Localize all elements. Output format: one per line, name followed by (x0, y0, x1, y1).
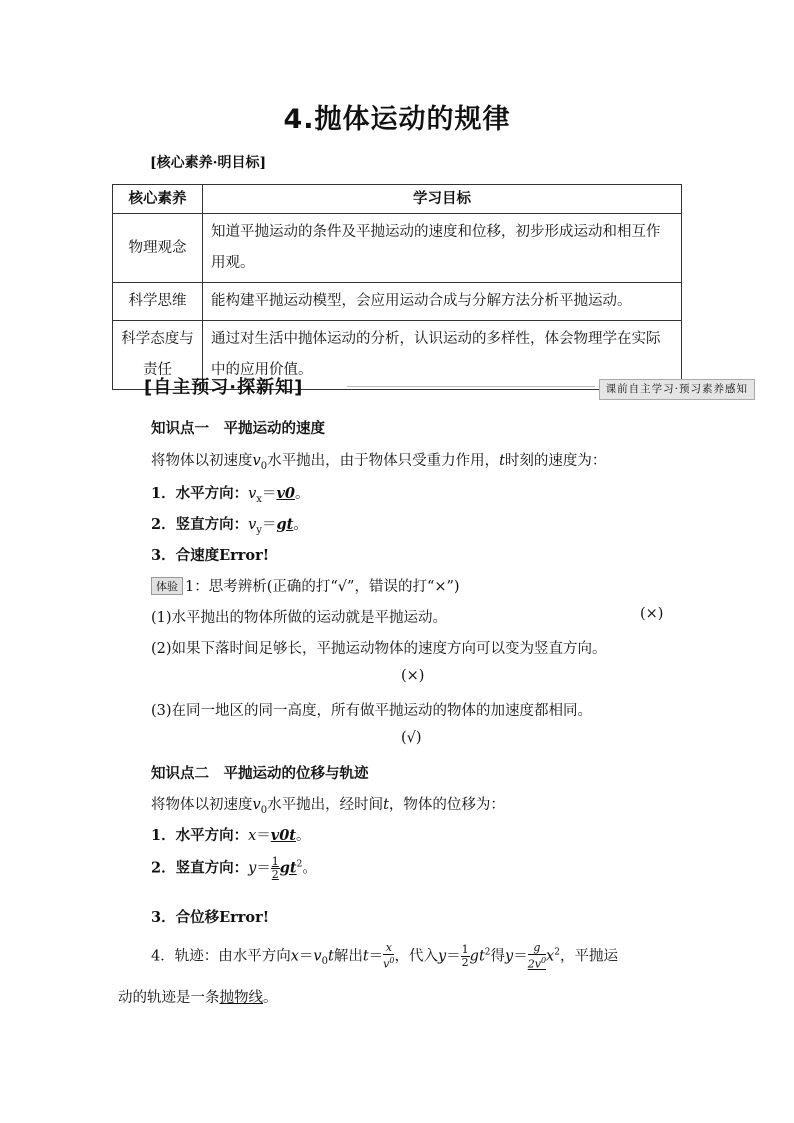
table-cell-goal: 能构建平抛运动模型，会应用运动合成与分解方法分析平抛运动。 (203, 283, 682, 321)
quiz-answer: (×) (401, 668, 425, 684)
table-cell-category: 物理观念 (113, 214, 203, 283)
table-row (113, 214, 682, 283)
table-cell-goal: 通过对生活中抛体运动的分析，认识运动的多样性，体会物理学在实际中的应用价值。 (203, 321, 682, 390)
quiz-intro: 体验 1：思考辨析(正确的打“√”，错误的打“×”) (151, 575, 460, 596)
table-header-cell: 核心素养 (113, 185, 203, 214)
table-header-row (113, 185, 682, 214)
kp1-item1: 1．水平方向：$v_x=v0$。 (151, 485, 310, 505)
answer-blank: gt (276, 516, 294, 533)
table-header-cell: 学习目标 (203, 185, 682, 214)
goals-table (112, 184, 682, 390)
page-title: 4.抛体运动的规律 (283, 104, 511, 135)
kp1-heading: 知识点一 平抛运动的速度 (151, 420, 325, 437)
answer-blank: v0t (270, 827, 296, 844)
kp2-item2: 2．竖直方向：y＝ $\frac{1}{2}$ $gt^2$。 (151, 855, 317, 881)
banner-title: [自主预习·探新知] (144, 377, 304, 398)
kp2-item1: 1．水平方向：x＝v0t。 (151, 827, 311, 844)
kp2-item3: 3．合位移Error! (151, 909, 270, 926)
answer-blank: $\frac{1}{2}$ (271, 855, 279, 881)
banner-subtitle: 课前自主学习·预习素养感知 (599, 379, 755, 400)
table-row (113, 283, 682, 321)
answer-blank: v0 (276, 485, 295, 502)
table-cell-goal: 知道平抛运动的条件及平抛运动的速度和位移，初步形成运动和相互作用观。 (203, 214, 682, 283)
table-cell-category: 科学态度与责任 (113, 321, 203, 390)
quiz-question: (2)如果下落时间足够长，平抛运动物体的速度方向可以变为竖直方向。 (151, 641, 607, 657)
banner-divider (347, 386, 595, 387)
section-banner (112, 375, 755, 399)
kp1-intro: 将物体以初速度$v_0$水平抛出，由于物体只受重力作用，t时刻的速度为： (151, 453, 607, 472)
kp2-heading: 知识点二 平抛运动的位移与轨迹 (151, 765, 369, 782)
kp1-item2: 2．竖直方向：$v_y=gt$。 (151, 516, 308, 536)
quiz-answer: (×) (640, 606, 664, 622)
answer-blank: 抛物线 (219, 990, 263, 1006)
quiz-question: (3)在同一地区的同一高度，所有做平抛运动的物体的加速度都相同。 (151, 703, 593, 719)
section-tag: [核心素养·明目标] (150, 155, 267, 171)
quiz-badge: 体验 (151, 577, 183, 595)
quiz-question: (1)水平抛出的物体所做的运动就是平抛运动。 (151, 610, 448, 626)
kp2-intro: 将物体以初速度$v_0$水平抛出，经时间t，物体的位移为： (151, 797, 505, 816)
kp2-item4-line2: 动的轨迹是一条抛物线。 (118, 990, 278, 1006)
kp2-item4: 4．轨迹：由水平方向$x=v_0t$解出t＝ $\frac{x}{v^0}$ ，代入y＝ $\frac{1}{2}$ $gt^2$得y＝ $\frac{g}{2v^0}$ $x^2$，平抛运 (151, 941, 618, 971)
kp1-item3: 3．合速度Error! (151, 547, 270, 564)
table-cell-category: 科学思维 (113, 283, 203, 321)
quiz-answer: (√) (401, 730, 422, 746)
